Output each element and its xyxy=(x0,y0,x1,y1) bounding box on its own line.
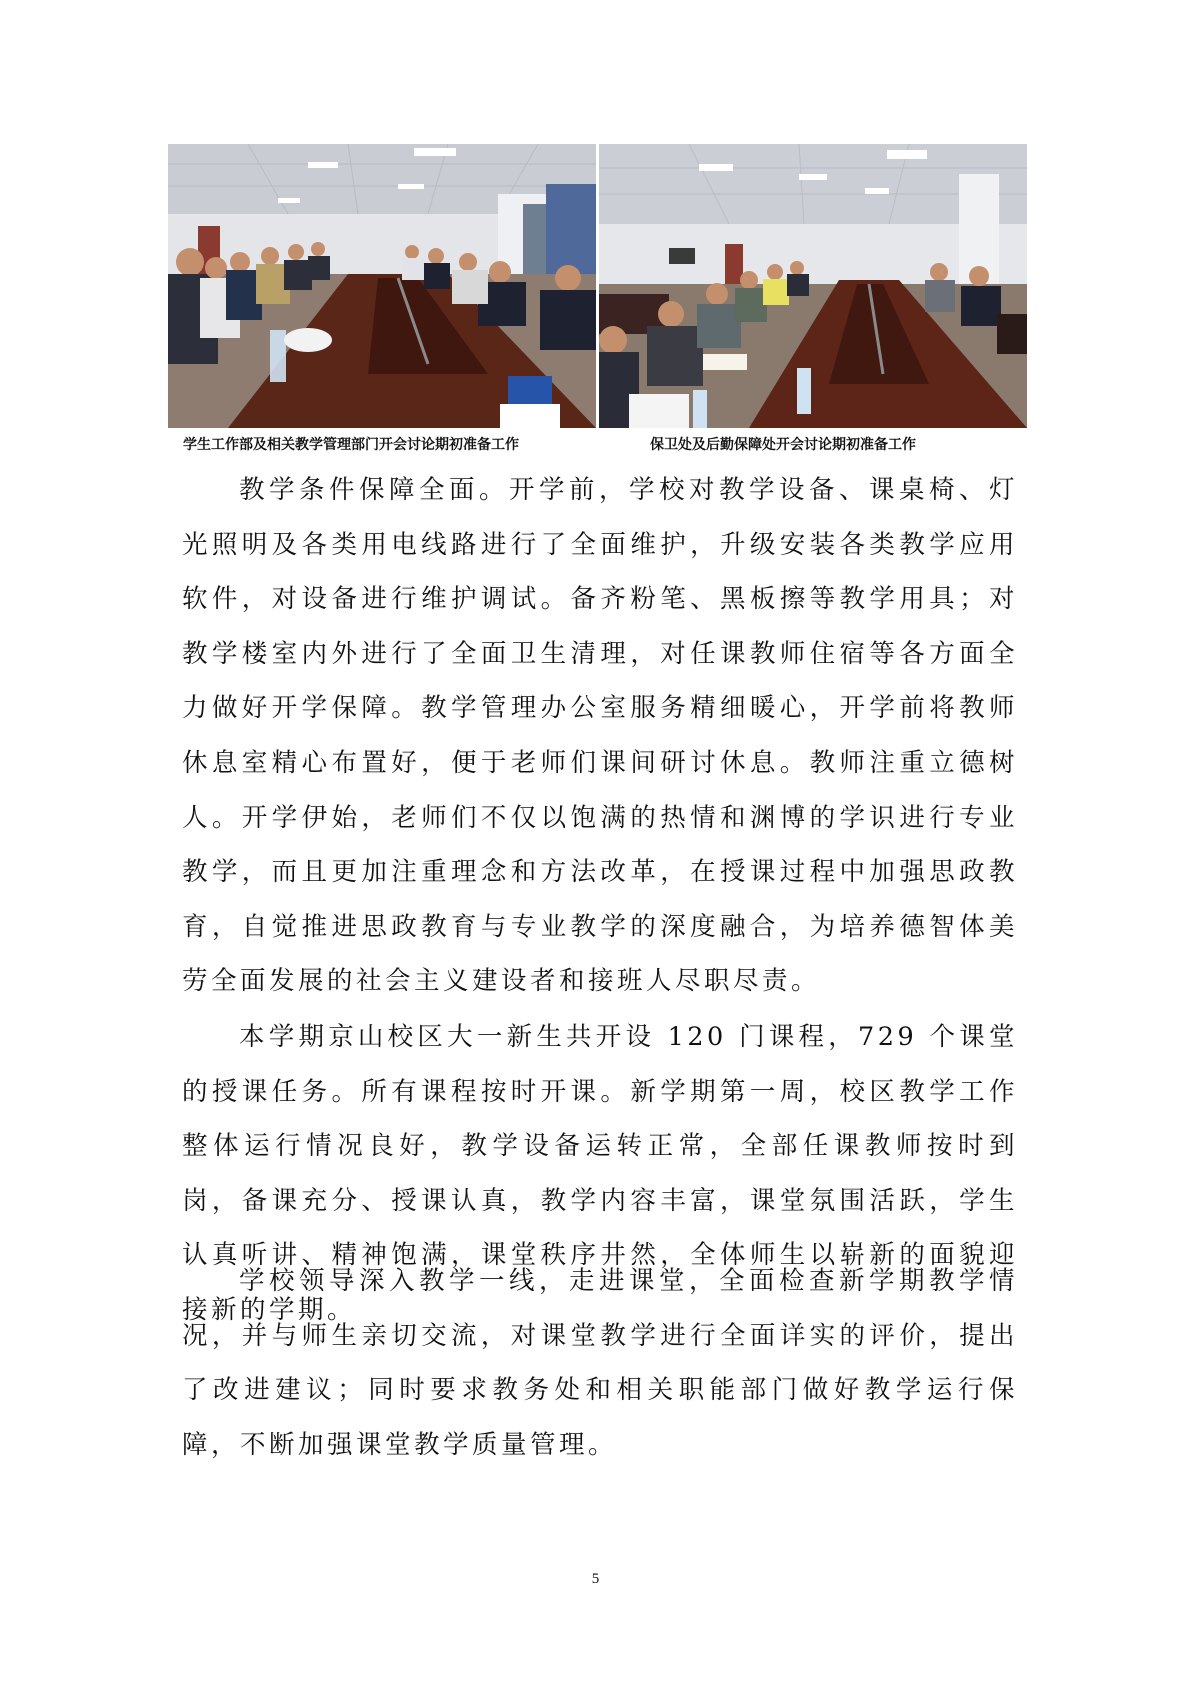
figure-caption-left: 学生工作部及相关教学管理部门开会讨论期初准备工作 xyxy=(183,437,519,453)
body-paragraph-3: 学校领导深入教学一线，走进课堂，全面检查新学期教学情况，并与师生亲切交流，对课堂教学进行全面详实的评价，提出了改进建议；同时要求教务处和相关职能部门做好教学运行保障，不断加强课堂教学质量管理。 xyxy=(182,1266,1018,1460)
meeting-photo-left-image xyxy=(168,144,596,428)
page-number: 5 xyxy=(591,1571,600,1587)
figure-caption-right: 保卫处及后勤保障处开会讨论期初准备工作 xyxy=(650,437,916,453)
meeting-photo-left xyxy=(168,144,596,428)
body-paragraph-2: 本学期京山校区大一新生共开设 120 门课程，729 个课堂的授课任务。所有课程按时开课。新学期第一周，校区教学工作整体运行情况良好，教学设备运转正常，全部任课教师按时到岗，备课充分、授课认真，教学内容丰富，课堂氛围活跃，学生认真听讲、精神饱满，课堂秩序井然，全体师生以崭新的面貌迎接新的学期。 xyxy=(182,1022,1018,1325)
meeting-photo-right-image xyxy=(599,144,1027,428)
body-paragraph-1: 教学条件保障全面。开学前，学校对教学设备、课桌椅、灯光照明及各类用电线路进行了全面维护，升级安装各类教学应用软件，对设备进行维护调试。备齐粉笔、黑板擦等教学用具；对教学楼室内外进行了全面卫生清理，对任课教师住宿等各方面全力做好开学保障。教学管理办公室服务精细暖心，开学前将教师休息室精心布置好，便于老师们课间研讨休息。教师注重立德树人。开学伊始，老师们不仅以饱满的热情和渊博的学识进行专业教学，而且更加注重理念和方法改革，在授课过程中加强思政教育，自觉推进思政教育与专业教学的深度融合，为培养德智体美劳全面发展的社会主义建设者和接班人尽职尽责。 xyxy=(182,475,1018,997)
meeting-photo-right xyxy=(599,144,1027,428)
